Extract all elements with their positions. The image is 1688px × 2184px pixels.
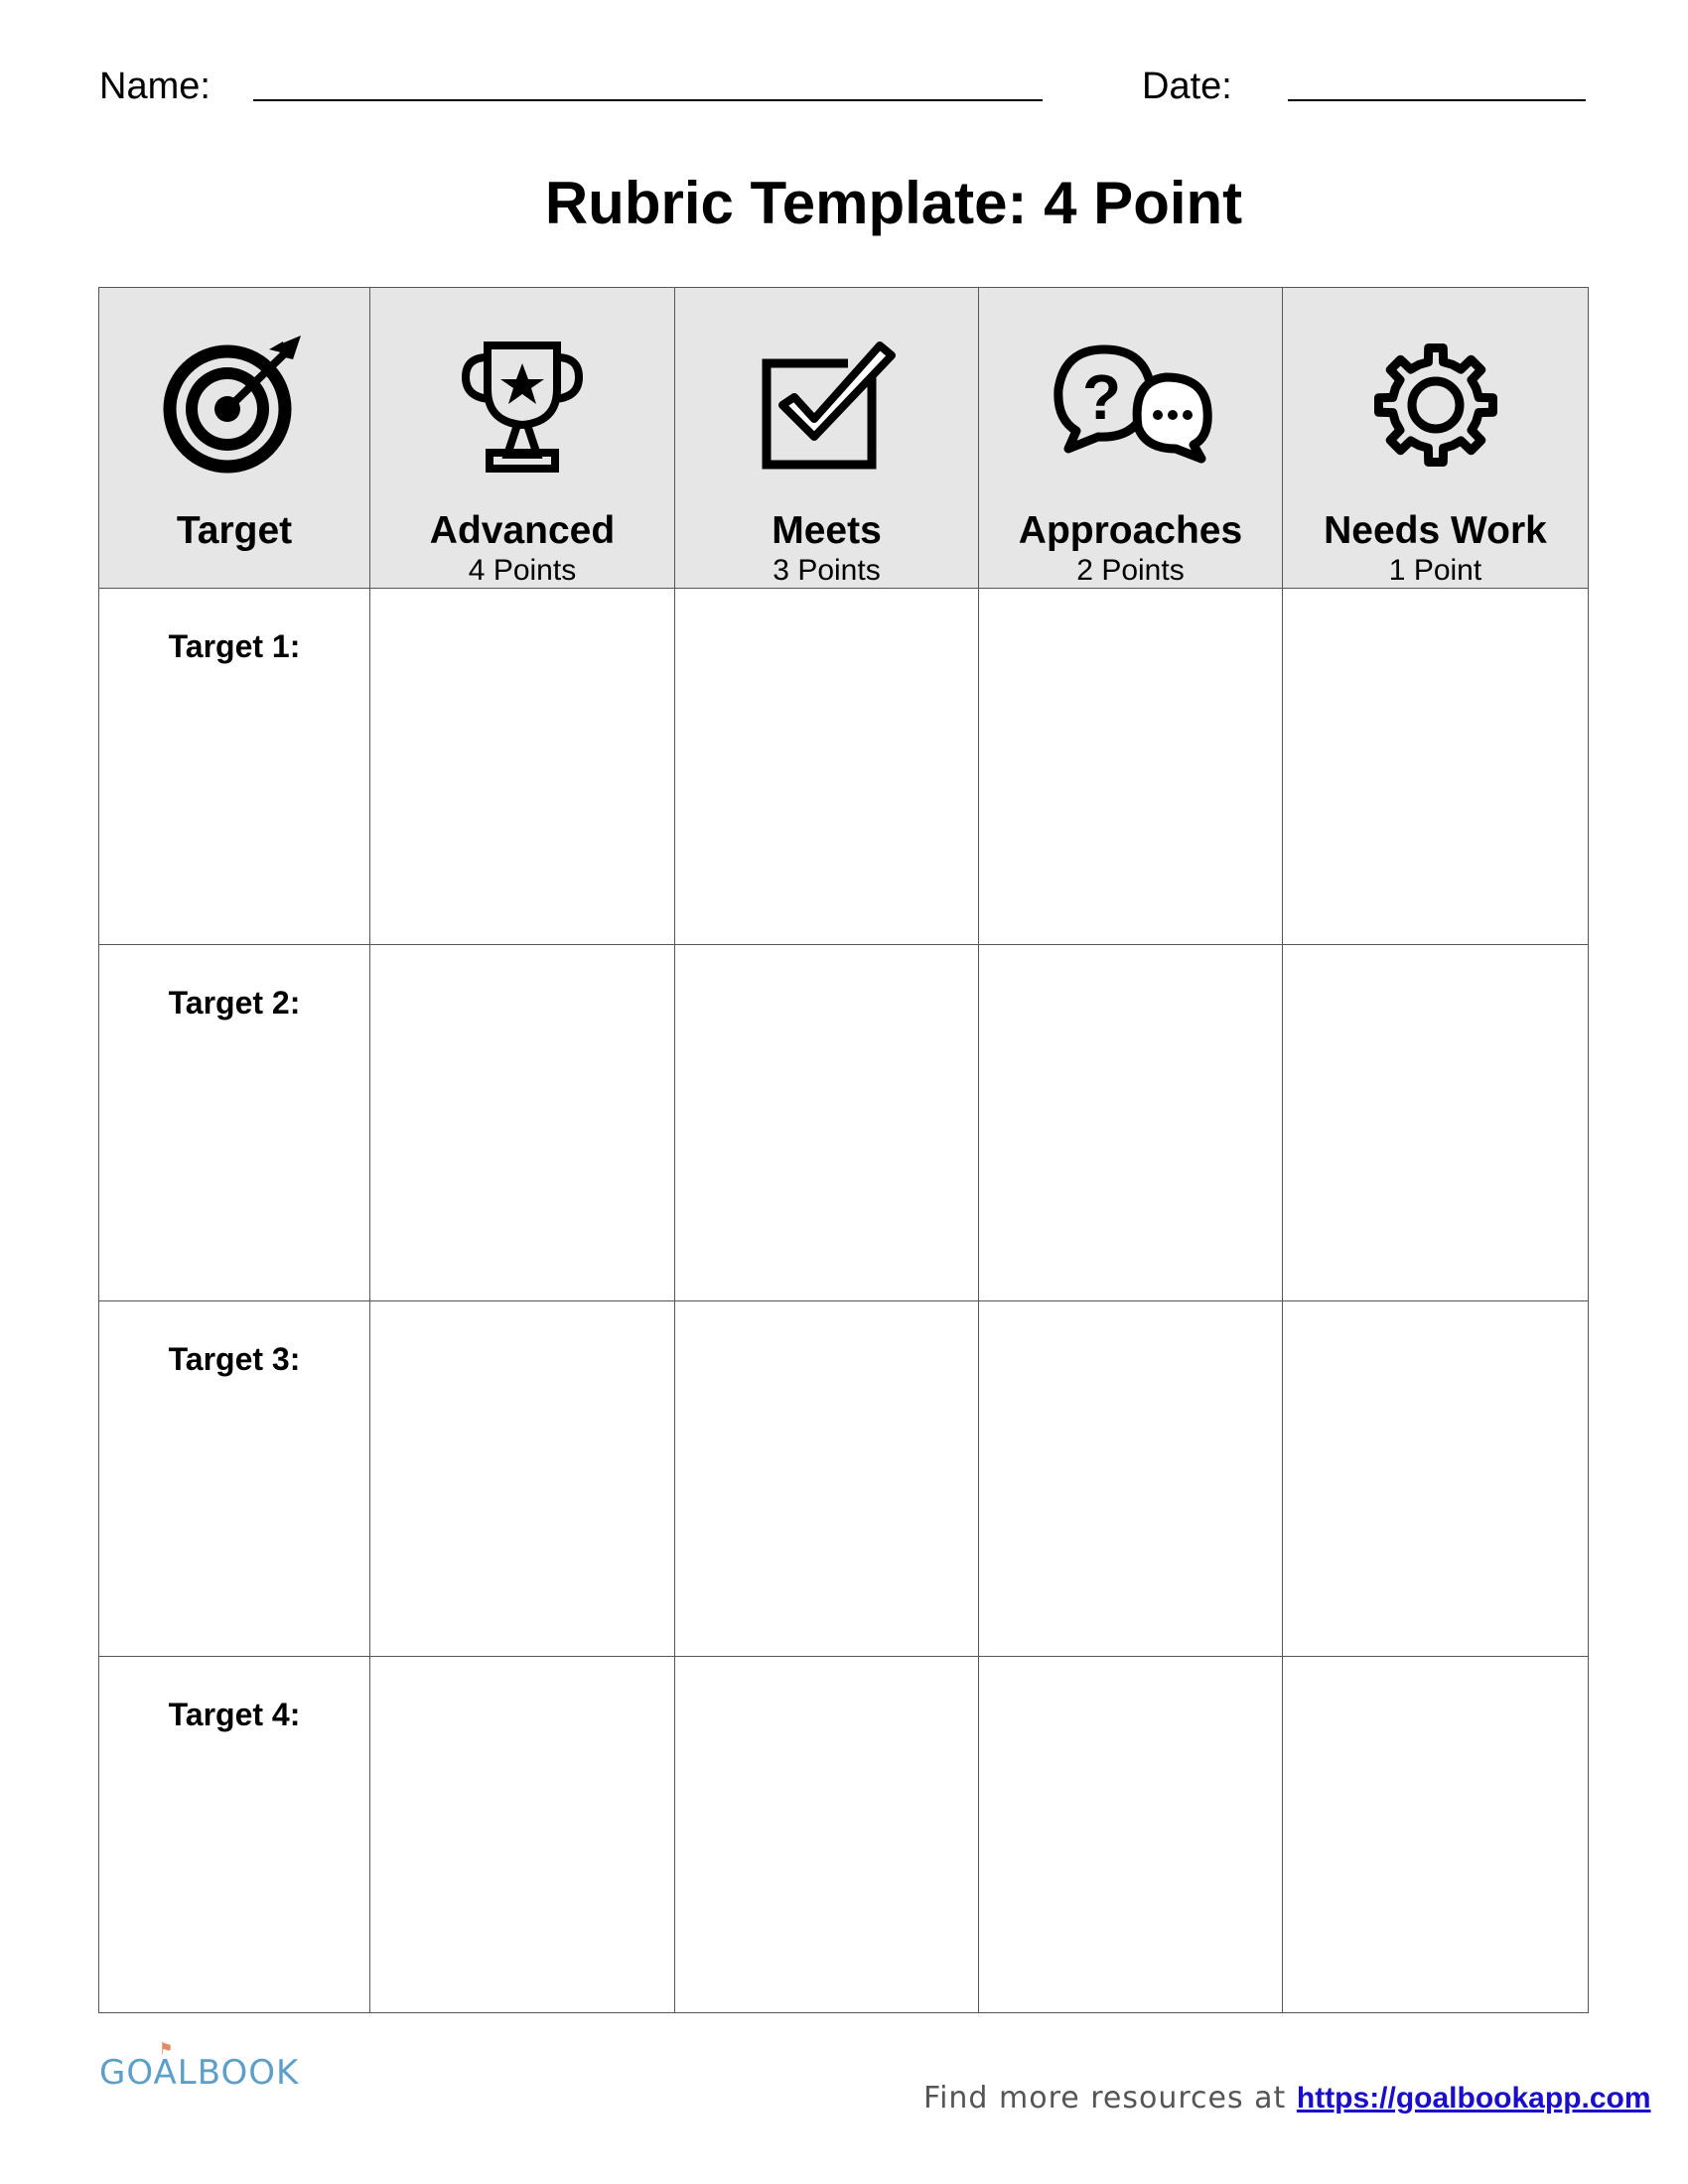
table-row	[99, 589, 1589, 945]
rubric-cell	[370, 944, 675, 1300]
row-label: Target 2:	[168, 984, 301, 1021]
header-advanced	[370, 288, 675, 589]
flag-icon: ⚑	[159, 2039, 175, 2058]
table-row	[99, 1300, 1589, 1657]
table-row	[99, 944, 1589, 1300]
rubric-cell	[675, 944, 979, 1300]
header-row	[99, 288, 1589, 589]
column-points-advanced: 4 Points	[468, 554, 577, 587]
date-line	[1288, 99, 1586, 101]
rubric-cell	[1283, 1300, 1589, 1657]
rubric-cell	[675, 1300, 979, 1657]
rubric-table	[98, 287, 1589, 2013]
rubric-cell	[370, 589, 675, 945]
svg-text:?: ?	[1081, 361, 1121, 433]
footer-link[interactable]: https://goalbookapp.com	[1296, 2082, 1651, 2115]
rubric-cell	[979, 589, 1283, 945]
goalbook-logo	[99, 2039, 300, 2093]
column-title-advanced: Advanced	[429, 509, 616, 552]
header-target	[99, 288, 370, 589]
gear-icon	[1361, 328, 1510, 477]
rubric-cell	[1283, 944, 1589, 1300]
row-label-cell	[99, 1300, 370, 1657]
name-label: Name:	[99, 66, 211, 107]
logo-text: GOALBOOK	[99, 2053, 300, 2093]
rubric-cell	[1283, 589, 1589, 945]
footer-text: Find more resources at	[923, 2081, 1287, 2116]
column-points-approaches: 2 Points	[1076, 554, 1185, 587]
rubric-cell	[979, 944, 1283, 1300]
date-label: Date:	[1142, 66, 1232, 107]
rubric-cell	[979, 1300, 1283, 1657]
row-label-cell	[99, 1657, 370, 2013]
checkbox-icon	[753, 328, 902, 477]
column-points-needs-work: 1 Point	[1388, 554, 1482, 587]
name-date-row	[99, 62, 1589, 111]
column-points-meets: 3 Points	[773, 554, 881, 587]
header-meets	[675, 288, 979, 589]
table-row	[99, 1657, 1589, 2013]
name-line	[253, 99, 1043, 101]
column-title-needs-work: Needs Work	[1324, 509, 1547, 552]
header-needs-work	[1283, 288, 1589, 589]
rubric-cell	[370, 1657, 675, 2013]
target-icon	[160, 328, 309, 477]
row-label-cell	[99, 589, 370, 945]
rubric-cell	[370, 1300, 675, 1657]
row-label: Target 4:	[168, 1697, 301, 1733]
rubric-cell	[675, 589, 979, 945]
footer	[923, 2081, 1651, 2116]
rubric-cell	[1283, 1657, 1589, 2013]
rubric-cell	[979, 1657, 1283, 2013]
rubric-cell	[675, 1657, 979, 2013]
column-title-meets: Meets	[772, 509, 882, 552]
row-label: Target 1:	[168, 628, 301, 664]
row-label: Target 3:	[168, 1340, 301, 1377]
page-title: Rubric Template: 4 Point	[544, 170, 1243, 236]
question-chat-icon	[1047, 328, 1215, 477]
trophy-icon	[448, 328, 597, 477]
column-title-target: Target	[176, 509, 293, 552]
header-approaches	[979, 288, 1283, 589]
row-label-cell	[99, 944, 370, 1300]
column-title-approaches: Approaches	[1018, 509, 1243, 552]
